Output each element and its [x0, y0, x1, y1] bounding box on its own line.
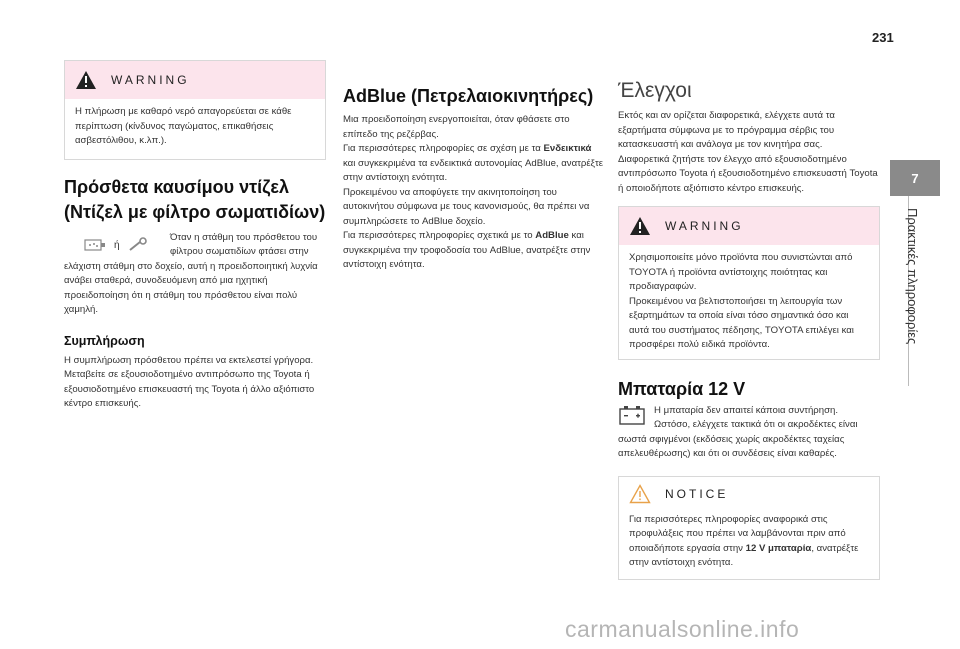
chapter-number: 7 — [911, 170, 919, 186]
products-warning-body — [619, 245, 879, 359]
warning-text: Η πλήρωση με καθαρό νερό απαγορεύεται σε κάθε περίπτωση (κίνδυνος παγώματος, επικαθήσεις ασβεστόλιθου, κ.λπ.). — [75, 106, 292, 146]
refill-heading: Συμπλήρωση — [64, 333, 145, 348]
products-warning-header — [619, 207, 879, 245]
checks-paragraph-1: Εκτός και αν ορίζεται διαφορετικά, ελέγχετε αυτά τα εξαρτήματα σύμφωνα με το πρόγραμμα σέρβις του κατασκευαστή και ανάλογα με τον κινητήρα σας. — [618, 110, 835, 150]
warning-lamps — [64, 231, 170, 260]
warning-icon — [629, 216, 651, 236]
warning-box — [64, 60, 326, 160]
products-warning-box — [618, 206, 880, 360]
additive-intro-c: ελάχιστη στάθμη στο δοχείο, αυτή η προειδοποιητική λυχνία ανάβει σταθερά, συνοδευόμενη από μια ηχητική προειδοποίηση ότι η στάθμη του πρόσθετου είναι πολύ χαμηλή. — [64, 260, 318, 315]
chapter-tab[interactable] — [890, 160, 940, 196]
warning-title: WARNING — [111, 73, 190, 87]
icons-or-label: ή — [114, 239, 120, 251]
battery-heading: Μπαταρία 12 V — [618, 378, 746, 399]
notice-box — [618, 476, 880, 580]
products-warning-p2: Προκειμένου να βελτιστοποιήσει τη λειτουργία των εξαρτημάτων τα οποία είναι τόσο σημαντικά όσο και αυτά του συστήματος πέδησης, TOYOTA επιλέγει και προσφέρει πολύ ειδικά προϊόντα. — [629, 295, 854, 350]
adblue-paragraph-1: Μια προειδοποίηση ενεργοποιείται, όταν φθάσετε στο επίπεδο της ρεζέρβας. — [343, 114, 570, 140]
battery-icon — [618, 404, 648, 426]
warning-header — [65, 61, 325, 99]
additive-section — [64, 176, 326, 223]
middle-column — [343, 0, 605, 273]
adblue-heading: AdBlue (Πετρελαιοκινητήρες) — [343, 86, 594, 106]
battery-intro-c: σωστά σφιγμένοι (εκδόσεις χωρίς ακροδέκτες ταχείας απελευθέρωσης) και ότι οι συνδέσεις είναι καθαρές. — [618, 433, 845, 459]
page-number: 231 — [872, 30, 894, 45]
watermark: carmanualsonline.info — [565, 616, 800, 642]
notice-text: Για περισσότερες πληροφορίες αναφορικά στις προφυλάξεις που πρέπει να λαμβάνονται πριν από οποιαδήποτε εργασία στην 12 V μπαταρία, ανατρέξτε στην αντίστοιχη ενότητα. — [629, 513, 859, 568]
adblue-paragraph-2: Για περισσότερες πληροφορίες σε σχέση με τα Ενδεικτικά και συγκεκριμένα τα ενδεικτικά αυτονομίας AdBlue, ανατρέξτε στην αντίστοιχη ενότητα. — [343, 143, 604, 183]
battery-intro-a: Η μπαταρία δεν απαιτεί κάποια συντήρηση. — [654, 404, 838, 416]
additive-intro-a: Όταν η στάθμη του πρόσθετου του — [170, 231, 318, 243]
warning-icon — [75, 70, 97, 90]
adblue-paragraph-3: Προκειμένου να αποφύγετε την ακινητοποίηση του αυτοκινήτου σύμφωνα με τους κανονισμούς, θα πρέπει να συμπληρώσετε το AdBlue δοχείο. — [343, 186, 590, 227]
checks-heading: Έλεγχοι — [618, 79, 692, 102]
additive-heading-line1: Πρόσθετα καυσίμου ντίζελ — [64, 176, 289, 197]
particle-filter-lamp-icon — [84, 237, 106, 253]
additive-intro — [64, 231, 326, 260]
adblue-paragraph-4: Για περισσότερες πληροφορίες σχετικά με το AdBlue και συγκεκριμένα την τροφοδοσία του AdBlue, ανατρέξτε στην αντίστοιχη ενότητα. — [343, 230, 591, 270]
notice-title: NOTICE — [665, 486, 729, 501]
wrench-lamp-icon — [128, 237, 150, 253]
checks-paragraph-2: Διαφορετικά ζητήστε τον έλεγχο από εξουσιοδοτημένο αντιπρόσωπο Toyota ή εξουσιοδοτημένο επισκευαστή Toyota ή οποιοδήποτε αξιόπιστο κέντρο επισκευής. — [618, 153, 878, 194]
additive-heading-line2: (Ντίζελ με φίλτρο σωματιδίων) — [64, 201, 326, 222]
notice-header — [619, 477, 879, 511]
battery-intro — [618, 404, 880, 433]
products-warning-p1: Χρησιμοποιείτε μόνο προϊόντα που συνιστώνται από TOYOTA ή προϊόντα αντίστοιχης ποιότητας και προδιαγραφών. — [629, 252, 853, 292]
refill-paragraph-1: Η συμπλήρωση πρόσθετου πρέπει να εκτελεστεί γρήγορα. — [64, 354, 314, 366]
left-column — [64, 0, 326, 412]
right-column — [618, 0, 880, 580]
additive-intro-b: φίλτρου σωματιδίων φτάσει στην — [170, 246, 309, 257]
notice-icon — [629, 484, 651, 504]
chapter-title: Πρακτικές πληροφορίες — [905, 208, 920, 345]
refill-paragraph-2: Μεταβείτε σε εξουσιοδοτημένο αντιπρόσωπο της Toyota ή εξουσιοδοτημένο επισκευαστή της Toyota ή άλλο αξιόπιστο κέντρο επισκευής. — [64, 369, 315, 409]
products-warning-title: WARNING — [665, 219, 744, 233]
battery-intro-b: Ωστόσο, ελέγχετε τακτικά ότι οι ακροδέκτες είναι — [654, 419, 858, 430]
